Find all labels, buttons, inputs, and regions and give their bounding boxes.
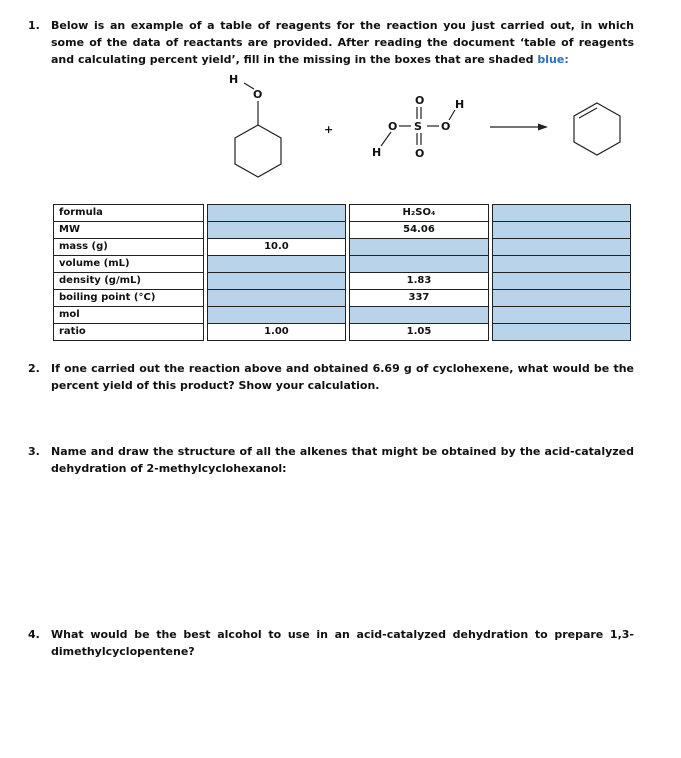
- question-text: What would be the best alcohol to use in an acid-catalyzed dehydration to prepare 1,3-dimethylcyclopentene?: [51, 628, 634, 658]
- acid-top-o: O: [415, 94, 425, 107]
- cyclohexene-structure: [574, 103, 620, 155]
- alcohol-h-label: H: [229, 73, 239, 86]
- cyclohexene-cell[interactable]: [492, 307, 630, 324]
- cyclohexene-cell[interactable]: [492, 239, 630, 256]
- sulfuric-acid-cell: 337: [350, 290, 489, 307]
- reaction-scheme: [0, 0, 681, 200]
- acid-right-o: O: [441, 120, 451, 133]
- table-row: [54, 205, 631, 222]
- acid-right-h: H: [455, 98, 465, 111]
- sulfuric-acid-cell: 54.06: [350, 222, 489, 239]
- table-row: [54, 256, 631, 273]
- acid-s: S: [414, 120, 422, 133]
- row-label: mol: [54, 307, 204, 324]
- question-number: 3.: [28, 445, 40, 458]
- cyclohexene-cell[interactable]: [492, 256, 630, 273]
- acid-bottom-o: O: [415, 147, 425, 160]
- row-label: mass (g): [54, 239, 204, 256]
- row-label: ratio: [54, 324, 204, 341]
- question-number: 2.: [28, 362, 40, 375]
- cyclohexanol-cell: 10.0: [207, 239, 346, 256]
- sulfuric-acid-cell: 1.05: [350, 324, 489, 341]
- plus-sign: +: [324, 123, 334, 136]
- table-row: [54, 290, 631, 307]
- sulfuric-acid-cell[interactable]: [350, 256, 489, 273]
- row-label: volume (mL): [54, 256, 204, 273]
- reagent-table: [53, 204, 631, 341]
- sulfuric-acid-cell[interactable]: [350, 239, 489, 256]
- acid-left-h: H: [372, 146, 382, 159]
- table-row: [54, 273, 631, 290]
- sulfuric-acid-cell: H₂SO₄: [350, 205, 489, 222]
- row-label: formula: [54, 205, 204, 222]
- table-row: [54, 222, 631, 239]
- cyclohexanol-cell[interactable]: [207, 290, 346, 307]
- cyclohexanol-cell: 1.00: [207, 324, 346, 341]
- row-label: boiling point (°C): [54, 290, 204, 307]
- blue-highlight: blue:: [537, 53, 569, 66]
- sulfuric-acid-cell: 1.83: [350, 273, 489, 290]
- cyclohexanol-cell[interactable]: [207, 256, 346, 273]
- cyclohexene-cell[interactable]: [492, 273, 630, 290]
- table-row: [54, 324, 631, 341]
- row-label: density (g/mL): [54, 273, 204, 290]
- cyclohexene-cell[interactable]: [492, 290, 630, 307]
- table-row: [54, 307, 631, 324]
- reaction-arrow: [490, 124, 548, 131]
- acid-left-o: O: [388, 120, 398, 133]
- row-label: MW: [54, 222, 204, 239]
- question-text: Below is an example of a table of reagents for the reaction you just carried out, in which some of the data of reactants are provided. After reading the document ‘table of reagents and calculating percent yield’, fill in the missing in the boxes that are shaded blue:: [51, 19, 634, 66]
- question-text: Name and draw the structure of all the alkenes that might be obtained by the acid-catalyzed dehydration of 2-methylcyclohexanol:: [51, 445, 634, 475]
- cyclohexanol-cell[interactable]: [207, 205, 346, 222]
- question-number: 4.: [28, 628, 40, 641]
- cyclohexene-cell[interactable]: [492, 222, 630, 239]
- cyclohexene-cell[interactable]: [492, 205, 630, 222]
- sulfuric-acid-cell[interactable]: [350, 307, 489, 324]
- cyclohexene-cell[interactable]: [492, 324, 630, 341]
- question-number: 1.: [28, 19, 40, 32]
- question-text: If one carried out the reaction above and obtained 6.69 g of cyclohexene, what would be the percent yield of this product? Show your calculation.: [51, 362, 634, 392]
- cyclohexanol-cell[interactable]: [207, 307, 346, 324]
- cyclohexanol-cell[interactable]: [207, 222, 346, 239]
- table-row: [54, 239, 631, 256]
- cyclohexanol-cell[interactable]: [207, 273, 346, 290]
- alcohol-o-label: O: [253, 88, 263, 101]
